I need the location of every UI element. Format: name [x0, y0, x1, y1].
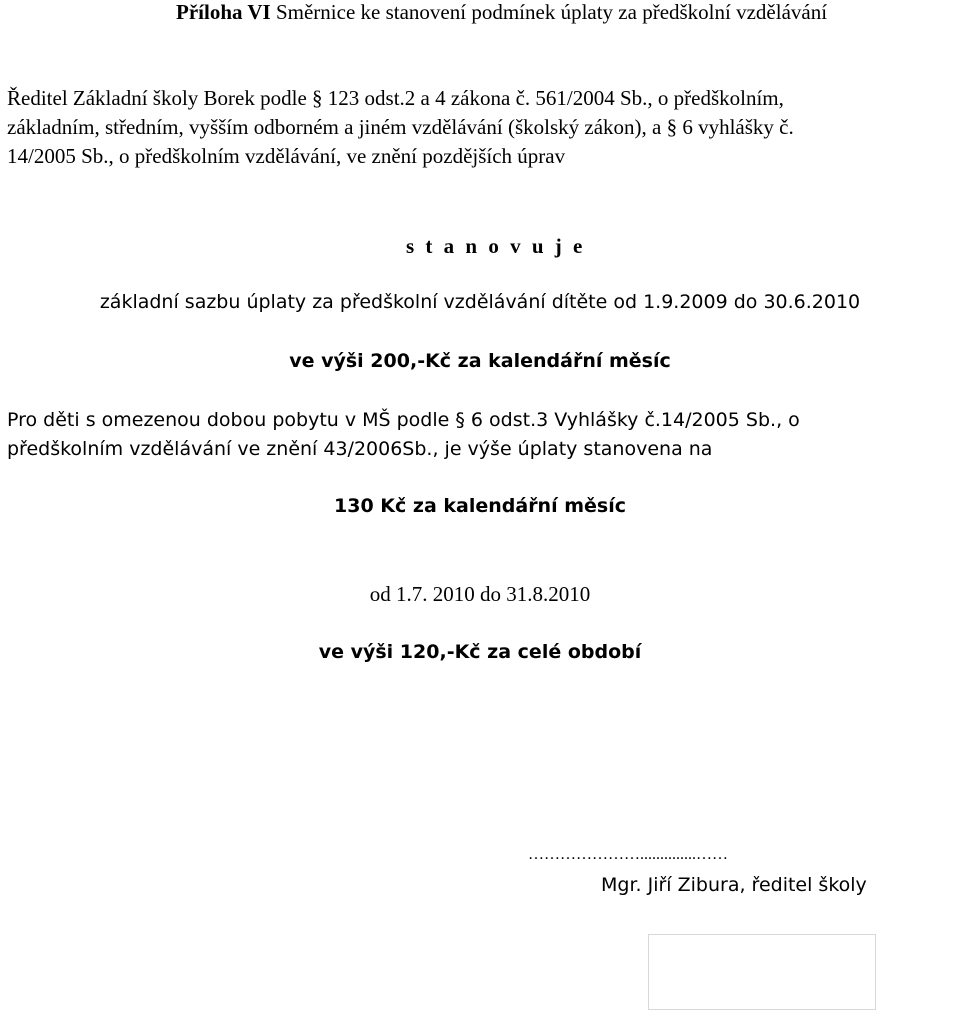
limited-stay-line-1: Pro děti s omezenou dobou pobytu v MŠ podle § 6 odst.3 Vyhlášky č.14/2005 Sb., o — [7, 409, 800, 431]
summer-period: od 1.7. 2010 do 31.8.2010 — [369, 582, 591, 606]
base-rate-amount: ve výši 200,-Kč za kalendářní měsíc — [289, 350, 671, 372]
decree-heading: s t a n o v u j e — [406, 234, 586, 258]
header-title: Směrnice ke stanovení podmínek úplaty za předškolní vzdělávání — [270, 0, 828, 24]
limited-stay-amount: 130 Kč za kalendářní měsíc — [334, 495, 626, 517]
document-header — [176, 0, 827, 24]
intro-line-3: 14/2005 Sb., o předškolním vzdělávání, ve znění pozdějších úprav — [7, 144, 566, 168]
signature-stamp-box — [648, 934, 876, 1010]
summer-amount: ve výši 120,-Kč za celé období — [318, 641, 642, 663]
limited-stay-line-2: předškolním vzdělávání ve znění 43/2006Sb., je výše úplaty stanovena na — [7, 438, 713, 460]
intro-line-2: základním, středním, vyšším odborném a jiném vzdělávání (školský zákon), a § 6 vyhlášky č. — [7, 115, 794, 139]
intro-line-1: Ředitel Základní školy Borek podle § 123 odst.2 a 4 zákona č. 561/2004 Sb., o předškolním, — [7, 86, 784, 110]
header-annex-label: Příloha VI — [176, 0, 271, 24]
signature-dots: …………………..............…… — [528, 846, 728, 863]
signature-name: Mgr. Jiří Zibura, ředitel školy — [601, 874, 867, 896]
base-rate-text: základní sazbu úplaty za předškolní vzdělávání dítěte od 1.9.2009 do 30.6.2010 — [99, 291, 861, 313]
